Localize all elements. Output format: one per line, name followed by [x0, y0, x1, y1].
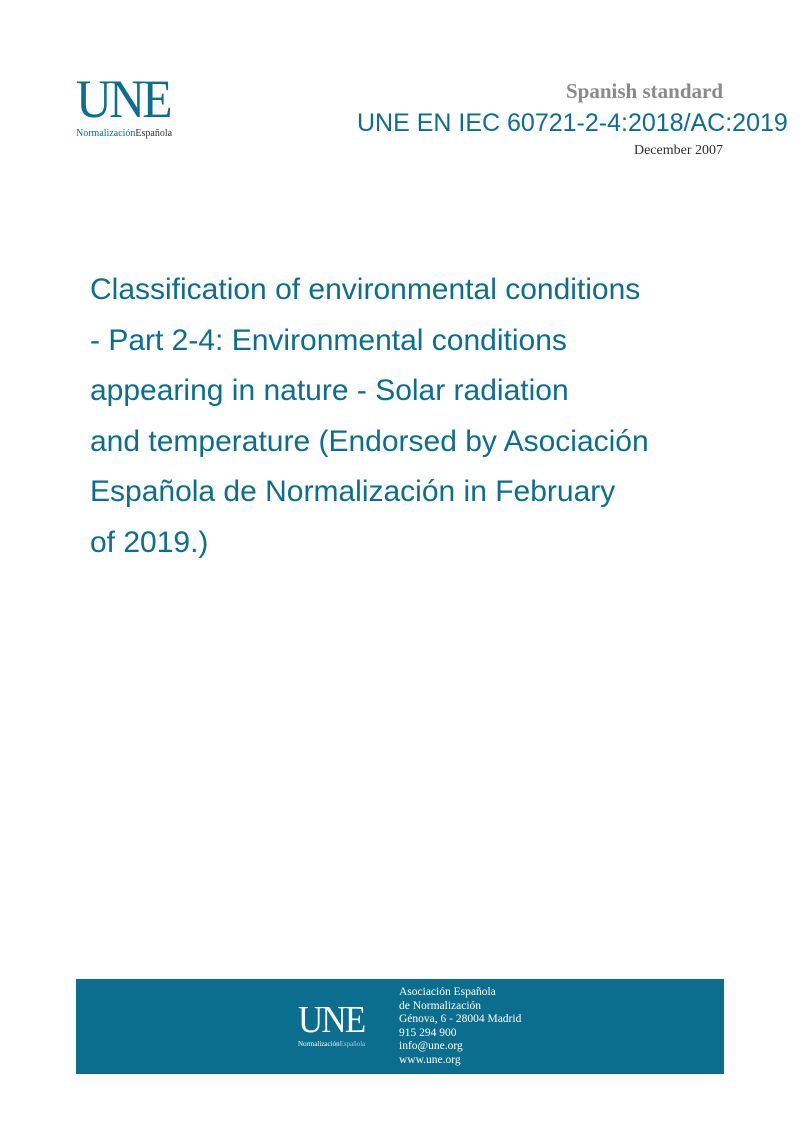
- title-line: Española de Normalización in February: [90, 475, 616, 508]
- standard-date: December 2007: [633, 143, 723, 158]
- org-name-line1: Asociación Española: [399, 986, 496, 998]
- footer-contact-info: [399, 986, 521, 1068]
- standard-label: Spanish standard: [566, 79, 723, 103]
- org-address: Génova, 6 - 28004 Madrid: [399, 1013, 522, 1026]
- org-phone: 915 294 900: [399, 1026, 457, 1039]
- org-name-line2: de Normalización: [399, 999, 482, 1012]
- footer-logo-sub-espanola: Española: [339, 1040, 366, 1048]
- footer-band: [76, 979, 724, 1074]
- footer-logo-mark: UNE: [298, 999, 365, 1041]
- title-line: of 2019.): [90, 525, 209, 559]
- document-title: [90, 265, 710, 568]
- org-website[interactable]: www.une.org: [399, 1053, 461, 1066]
- title-line: - Part 2-4: Environmental conditions: [90, 323, 567, 357]
- title-line: and temperature (Endorsed by Asociación: [90, 424, 649, 458]
- footer-une-logo: [298, 1001, 388, 1049]
- logo-sub-normalizacion: Normalización: [76, 128, 136, 139]
- org-email[interactable]: info@une.org: [399, 1040, 463, 1053]
- une-logo-subtitle: [76, 128, 206, 140]
- footer-logo-sub-normalizacion: Normalización: [298, 1040, 340, 1048]
- footer-logo-subtitle: [298, 1040, 388, 1049]
- une-logo: [76, 69, 206, 144]
- standard-code: UNE EN IEC 60721-2-4:2018/AC:2019: [357, 109, 788, 137]
- title-line: Classification of environmental conditions: [90, 273, 641, 306]
- une-logo-mark: UNE: [76, 69, 170, 129]
- logo-sub-espanola: Española: [135, 128, 173, 139]
- title-line: appearing in nature - Solar radiation: [90, 374, 569, 407]
